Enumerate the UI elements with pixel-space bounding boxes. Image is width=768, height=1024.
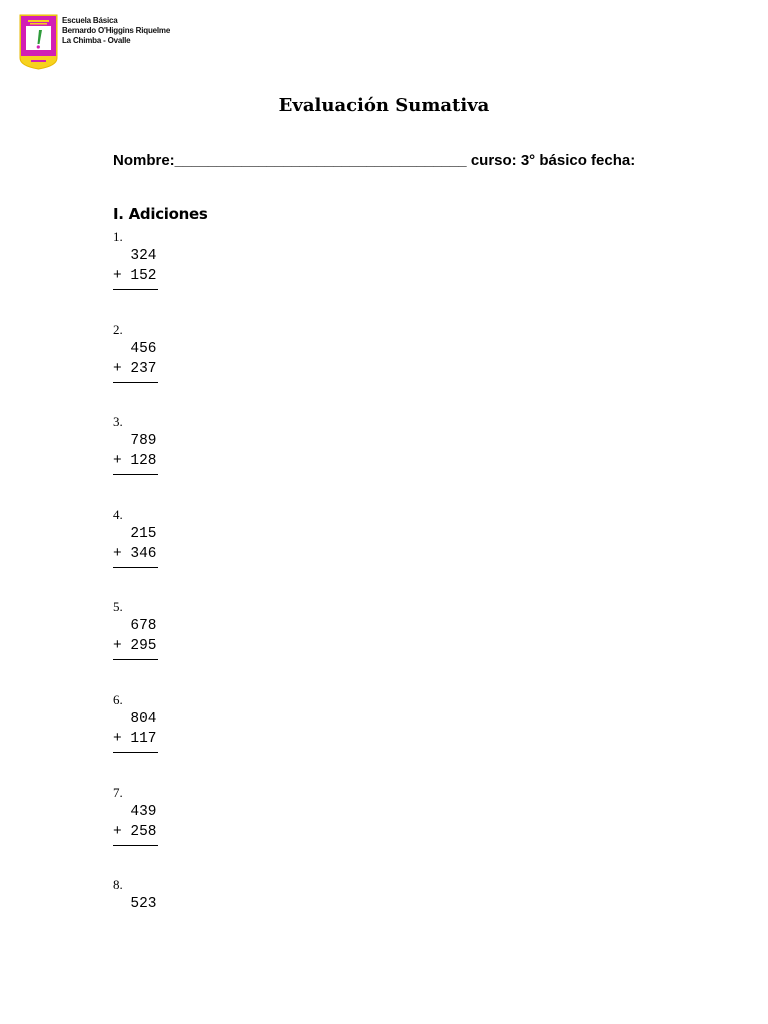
- addend-top: 215: [113, 525, 157, 542]
- addend-bottom: + 128: [113, 453, 157, 470]
- addend-top: 439: [113, 803, 157, 820]
- addition-problem: [113, 692, 413, 785]
- addend-top: 789: [113, 433, 157, 450]
- addition-problem: [113, 785, 413, 878]
- problem-number: 8.: [113, 877, 123, 893]
- addend-bottom: + 346: [113, 545, 157, 562]
- addend-top: 678: [113, 618, 157, 635]
- school-header: [19, 14, 179, 72]
- addend-top: 523: [113, 896, 157, 913]
- answer-line[interactable]: [113, 382, 158, 383]
- problem-number: 3.: [113, 414, 123, 430]
- addend-top: 804: [113, 710, 157, 727]
- school-line-1: Escuela Básica: [62, 16, 118, 25]
- answer-line[interactable]: [113, 289, 158, 290]
- addition-problem: [113, 507, 413, 600]
- problem-number: 5.: [113, 599, 123, 615]
- school-name: [62, 16, 170, 46]
- problem-list: [113, 229, 413, 970]
- addend-top: 324: [113, 248, 157, 264]
- addition-problem: [113, 599, 413, 692]
- school-line-3: La Chimba - Ovalle: [62, 36, 131, 45]
- curso-fecha-label: curso: 3° básico fecha:: [466, 152, 636, 169]
- problem-number: 4.: [113, 506, 123, 522]
- nombre-label: Nombre:: [113, 152, 175, 169]
- addend-bottom: + 117: [113, 730, 157, 747]
- section-title: I. Adiciones: [113, 205, 208, 223]
- problem-number: 2.: [113, 321, 123, 337]
- student-info-line: [113, 151, 713, 171]
- page-title: Evaluación Sumativa: [278, 95, 490, 116]
- answer-line[interactable]: [113, 567, 158, 568]
- answer-line[interactable]: [113, 752, 158, 753]
- school-line-2: Bernardo O'Higgins Riquelme: [62, 26, 171, 35]
- addend-bottom: + 295: [113, 638, 157, 655]
- addend-bottom: + 237: [113, 360, 157, 377]
- addend-top: 456: [113, 340, 157, 357]
- addition-problem: [113, 877, 413, 970]
- addition-problem: [113, 414, 413, 507]
- answer-line[interactable]: [113, 659, 158, 660]
- nombre-blank: ___________________________________: [174, 152, 467, 169]
- problem-number: 6.: [113, 691, 123, 707]
- addend-bottom: + 152: [113, 268, 157, 284]
- problem-number: 1.: [113, 229, 123, 244]
- addition-problem: [113, 322, 413, 415]
- problem-number: 7.: [113, 784, 123, 800]
- school-logo: [19, 14, 58, 70]
- addition-problem: [113, 229, 413, 322]
- answer-line[interactable]: [113, 474, 158, 475]
- addend-bottom: + 258: [113, 823, 157, 840]
- answer-line[interactable]: [113, 845, 158, 846]
